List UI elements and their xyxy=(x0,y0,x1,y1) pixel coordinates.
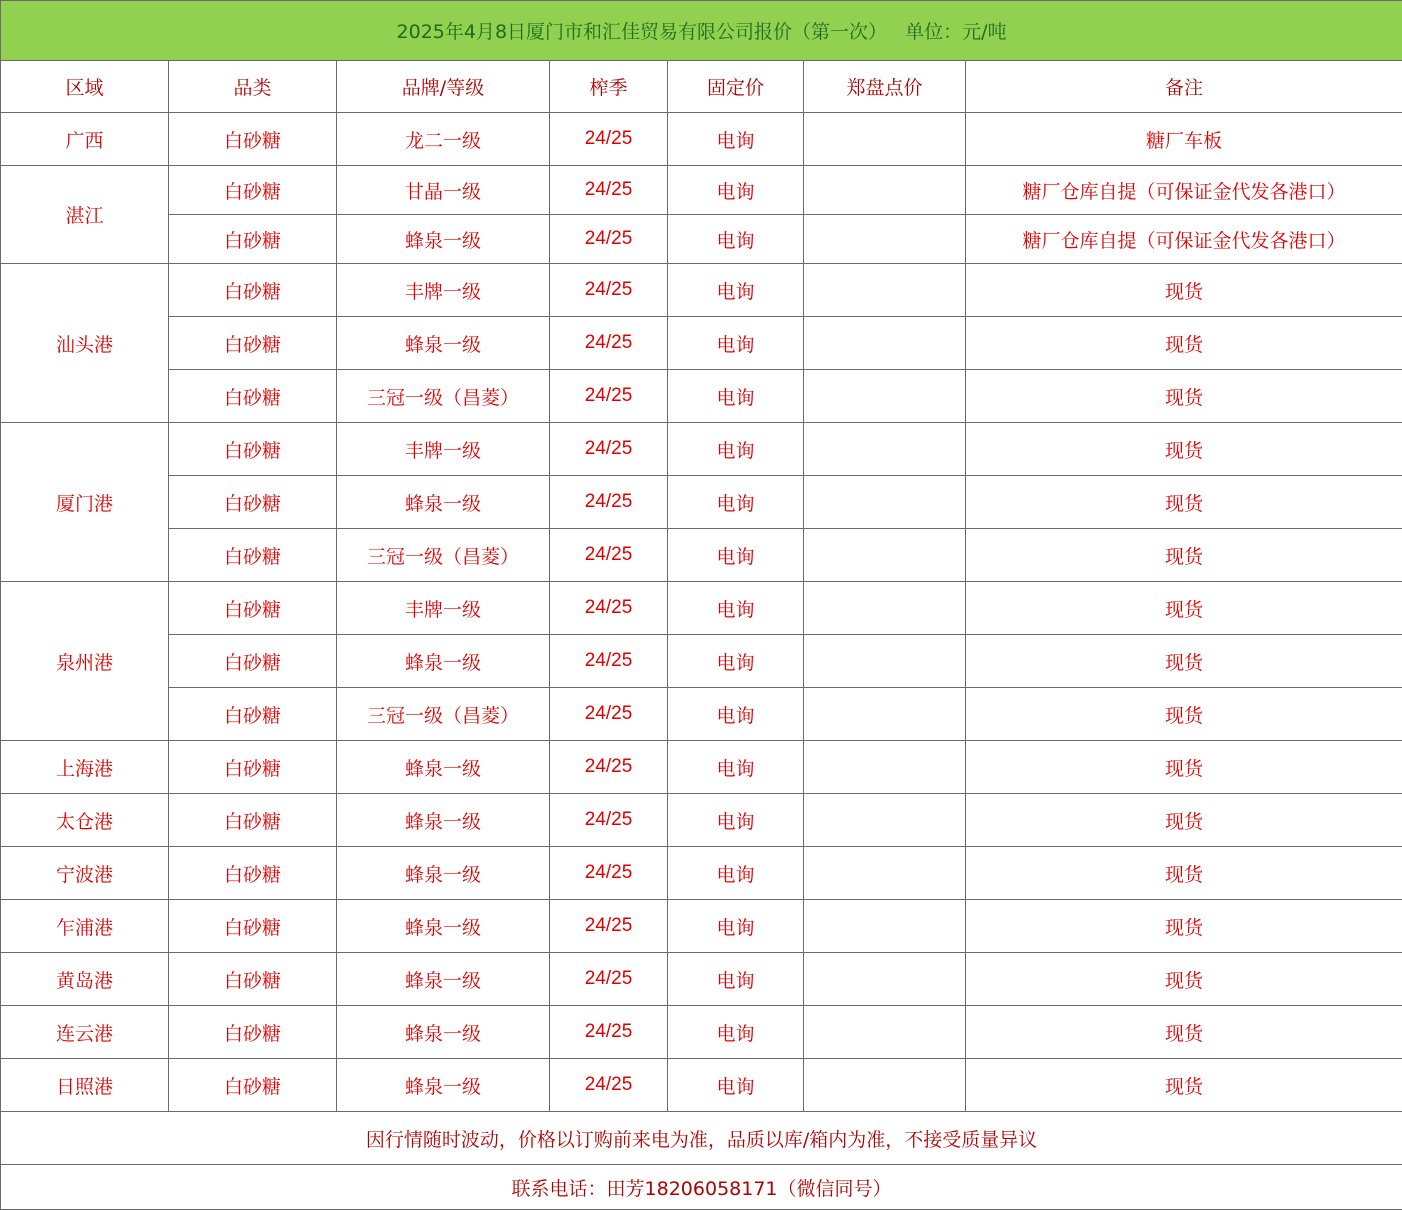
cell-category: 白砂糖 xyxy=(169,113,337,166)
cell-futures xyxy=(804,900,966,953)
cell-note: 现货 xyxy=(966,847,1402,900)
table-row xyxy=(1,215,1402,264)
table-row xyxy=(1,953,1402,1006)
table-row xyxy=(1,423,1402,476)
header-category: 品类 xyxy=(169,61,337,113)
disclaimer-text: 因行情随时波动，价格以订购前来电为准，品质以库/箱内为准，不接受质量异议 xyxy=(1,1112,1402,1165)
header-region: 区域 xyxy=(1,61,169,113)
cell-price: 电询 xyxy=(668,370,804,423)
table-row xyxy=(1,794,1402,847)
cell-region: 广西 xyxy=(1,113,169,166)
cell-note: 现货 xyxy=(966,529,1402,582)
cell-category: 白砂糖 xyxy=(169,215,337,264)
cell-price: 电询 xyxy=(668,423,804,476)
cell-region: 日照港 xyxy=(1,1059,169,1112)
cell-season: 24/25 xyxy=(550,317,668,370)
cell-futures xyxy=(804,317,966,370)
cell-season: 24/25 xyxy=(550,635,668,688)
cell-season: 24/25 xyxy=(550,370,668,423)
cell-brand: 龙二一级 xyxy=(337,113,550,166)
cell-note: 现货 xyxy=(966,741,1402,794)
table-row xyxy=(1,635,1402,688)
cell-brand: 丰牌一级 xyxy=(337,264,550,317)
cell-category: 白砂糖 xyxy=(169,794,337,847)
cell-price: 电询 xyxy=(668,166,804,215)
cell-futures xyxy=(804,529,966,582)
table-row xyxy=(1,370,1402,423)
table-row xyxy=(1,529,1402,582)
table-row xyxy=(1,1059,1402,1112)
cell-category: 白砂糖 xyxy=(169,317,337,370)
cell-note: 现货 xyxy=(966,900,1402,953)
cell-region: 泉州港 xyxy=(1,582,169,741)
cell-category: 白砂糖 xyxy=(169,423,337,476)
cell-futures xyxy=(804,215,966,264)
cell-season: 24/25 xyxy=(550,582,668,635)
title-row xyxy=(1,1,1402,61)
cell-category: 白砂糖 xyxy=(169,635,337,688)
cell-season: 24/25 xyxy=(550,423,668,476)
disclaimer-row xyxy=(1,1112,1402,1165)
cell-note: 现货 xyxy=(966,582,1402,635)
cell-season: 24/25 xyxy=(550,264,668,317)
header-futures-price: 郑盘点价 xyxy=(804,61,966,113)
cell-category: 白砂糖 xyxy=(169,1006,337,1059)
cell-season: 24/25 xyxy=(550,1006,668,1059)
table-row xyxy=(1,688,1402,741)
cell-category: 白砂糖 xyxy=(169,582,337,635)
cell-note: 现货 xyxy=(966,476,1402,529)
cell-category: 白砂糖 xyxy=(169,900,337,953)
cell-futures xyxy=(804,688,966,741)
cell-note: 糖厂车板 xyxy=(966,113,1402,166)
cell-region: 黄岛港 xyxy=(1,953,169,1006)
cell-brand: 蜂泉一级 xyxy=(337,953,550,1006)
cell-futures xyxy=(804,476,966,529)
cell-futures xyxy=(804,1059,966,1112)
cell-category: 白砂糖 xyxy=(169,476,337,529)
cell-brand: 三冠一级（昌菱） xyxy=(337,688,550,741)
cell-note: 现货 xyxy=(966,688,1402,741)
cell-price: 电询 xyxy=(668,264,804,317)
cell-category: 白砂糖 xyxy=(169,529,337,582)
header-fixed-price: 固定价 xyxy=(668,61,804,113)
cell-note: 糖厂仓库自提（可保证金代发各港口） xyxy=(966,215,1402,264)
cell-note: 现货 xyxy=(966,1006,1402,1059)
cell-note: 现货 xyxy=(966,794,1402,847)
cell-season: 24/25 xyxy=(550,847,668,900)
cell-season: 24/25 xyxy=(550,741,668,794)
cell-region: 厦门港 xyxy=(1,423,169,582)
cell-price: 电询 xyxy=(668,476,804,529)
table-row xyxy=(1,741,1402,794)
header-brand: 品牌/等级 xyxy=(337,61,550,113)
cell-brand: 蜂泉一级 xyxy=(337,1006,550,1059)
cell-note: 糖厂仓库自提（可保证金代发各港口） xyxy=(966,166,1402,215)
cell-futures xyxy=(804,741,966,794)
cell-price: 电询 xyxy=(668,900,804,953)
table-row xyxy=(1,1006,1402,1059)
cell-category: 白砂糖 xyxy=(169,847,337,900)
cell-note: 现货 xyxy=(966,1059,1402,1112)
cell-brand: 蜂泉一级 xyxy=(337,1059,550,1112)
cell-region: 汕头港 xyxy=(1,264,169,423)
cell-price: 电询 xyxy=(668,635,804,688)
cell-note: 现货 xyxy=(966,317,1402,370)
header-note: 备注 xyxy=(966,61,1402,113)
cell-season: 24/25 xyxy=(550,529,668,582)
cell-note: 现货 xyxy=(966,635,1402,688)
cell-category: 白砂糖 xyxy=(169,166,337,215)
cell-price: 电询 xyxy=(668,1059,804,1112)
cell-category: 白砂糖 xyxy=(169,688,337,741)
cell-futures xyxy=(804,847,966,900)
cell-category: 白砂糖 xyxy=(169,370,337,423)
cell-futures xyxy=(804,794,966,847)
cell-brand: 丰牌一级 xyxy=(337,423,550,476)
table-row xyxy=(1,476,1402,529)
cell-brand: 蜂泉一级 xyxy=(337,215,550,264)
cell-futures xyxy=(804,1006,966,1059)
cell-price: 电询 xyxy=(668,847,804,900)
table-row xyxy=(1,900,1402,953)
cell-category: 白砂糖 xyxy=(169,264,337,317)
cell-futures xyxy=(804,370,966,423)
table-title: 2025年4月8日厦门市和汇佳贸易有限公司报价（第一次） 单位：元/吨 xyxy=(1,1,1402,61)
cell-brand: 蜂泉一级 xyxy=(337,794,550,847)
cell-brand: 蜂泉一级 xyxy=(337,476,550,529)
cell-brand: 蜂泉一级 xyxy=(337,900,550,953)
cell-note: 现货 xyxy=(966,370,1402,423)
cell-brand: 蜂泉一级 xyxy=(337,635,550,688)
cell-region: 太仓港 xyxy=(1,794,169,847)
cell-region: 上海港 xyxy=(1,741,169,794)
cell-note: 现货 xyxy=(966,423,1402,476)
cell-region: 连云港 xyxy=(1,1006,169,1059)
cell-futures xyxy=(804,582,966,635)
cell-note: 现货 xyxy=(966,264,1402,317)
cell-futures xyxy=(804,264,966,317)
cell-price: 电询 xyxy=(668,582,804,635)
contact-text: 联系电话：田芳18206058171（微信同号） xyxy=(1,1165,1402,1210)
cell-price: 电询 xyxy=(668,317,804,370)
table-row xyxy=(1,317,1402,370)
cell-season: 24/25 xyxy=(550,688,668,741)
cell-brand: 三冠一级（昌菱） xyxy=(337,529,550,582)
header-season: 榨季 xyxy=(550,61,668,113)
cell-brand: 蜂泉一级 xyxy=(337,847,550,900)
cell-season: 24/25 xyxy=(550,1059,668,1112)
cell-category: 白砂糖 xyxy=(169,953,337,1006)
cell-season: 24/25 xyxy=(550,953,668,1006)
cell-futures xyxy=(804,635,966,688)
cell-region: 宁波港 xyxy=(1,847,169,900)
cell-season: 24/25 xyxy=(550,476,668,529)
cell-brand: 蜂泉一级 xyxy=(337,741,550,794)
table-row xyxy=(1,166,1402,215)
table-row xyxy=(1,264,1402,317)
cell-season: 24/25 xyxy=(550,113,668,166)
cell-futures xyxy=(804,953,966,1006)
cell-category: 白砂糖 xyxy=(169,741,337,794)
cell-region: 乍浦港 xyxy=(1,900,169,953)
cell-futures xyxy=(804,423,966,476)
contact-row xyxy=(1,1165,1402,1210)
cell-price: 电询 xyxy=(668,794,804,847)
cell-price: 电询 xyxy=(668,113,804,166)
cell-region: 湛江 xyxy=(1,166,169,264)
table-row xyxy=(1,847,1402,900)
cell-price: 电询 xyxy=(668,529,804,582)
cell-futures xyxy=(804,113,966,166)
cell-season: 24/25 xyxy=(550,166,668,215)
cell-brand: 蜂泉一级 xyxy=(337,317,550,370)
cell-season: 24/25 xyxy=(550,794,668,847)
cell-brand: 三冠一级（昌菱） xyxy=(337,370,550,423)
cell-brand: 丰牌一级 xyxy=(337,582,550,635)
cell-price: 电询 xyxy=(668,1006,804,1059)
header-row xyxy=(1,61,1402,113)
cell-note: 现货 xyxy=(966,953,1402,1006)
cell-brand: 甘晶一级 xyxy=(337,166,550,215)
cell-season: 24/25 xyxy=(550,215,668,264)
cell-season: 24/25 xyxy=(550,900,668,953)
cell-price: 电询 xyxy=(668,215,804,264)
cell-price: 电询 xyxy=(668,953,804,1006)
cell-category: 白砂糖 xyxy=(169,1059,337,1112)
table-row xyxy=(1,582,1402,635)
cell-futures xyxy=(804,166,966,215)
cell-price: 电询 xyxy=(668,688,804,741)
table-row xyxy=(1,113,1402,166)
cell-price: 电询 xyxy=(668,741,804,794)
